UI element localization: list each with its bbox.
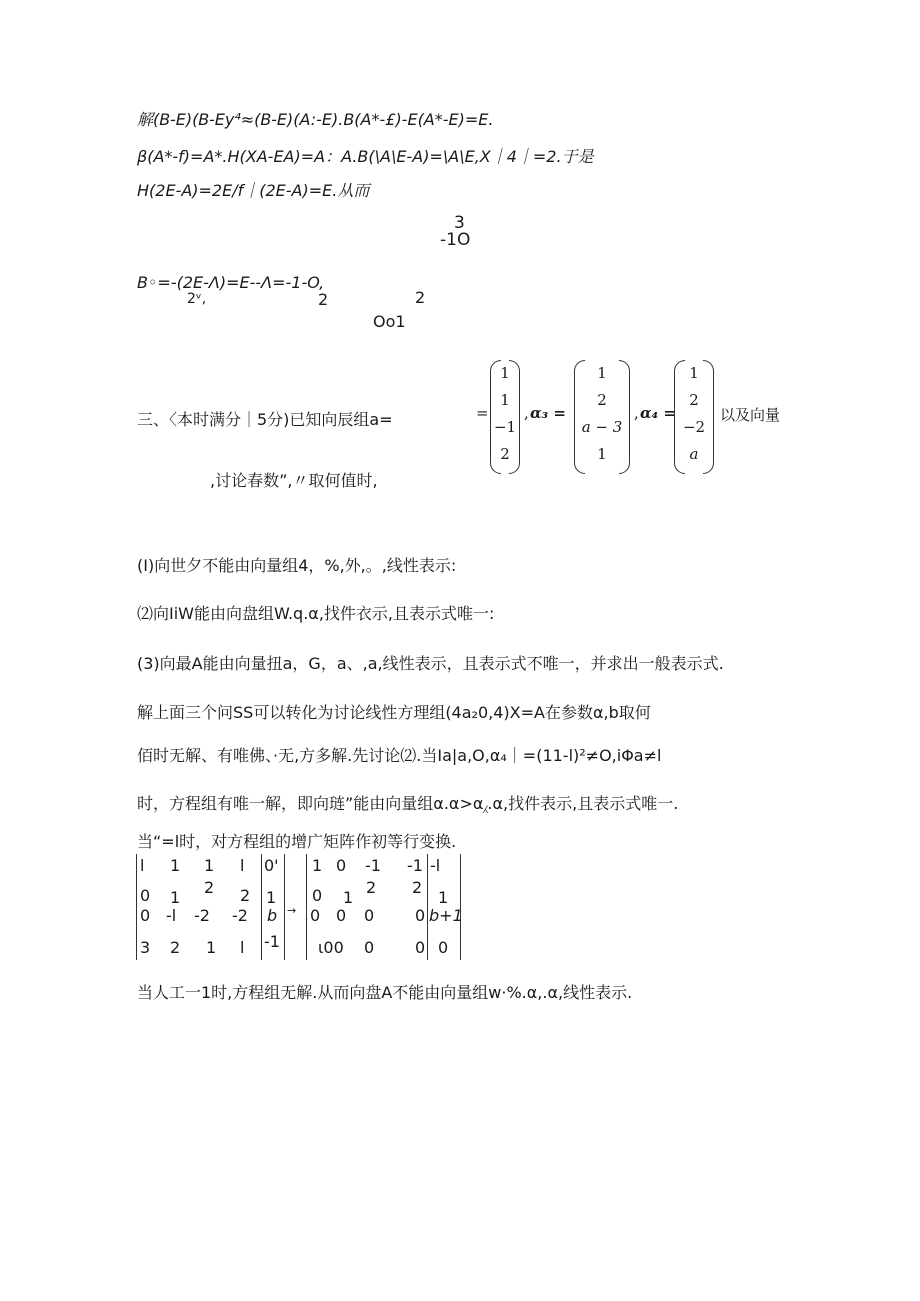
math-cell: -1 — [365, 856, 381, 875]
fraction-numerator: 3 — [454, 213, 465, 233]
math-cell: 1 — [500, 364, 510, 382]
math-cell: −1 — [493, 418, 517, 436]
solution-line-1: 解上面三个问SS可以转化为讨论线性方理组(4a₂0,4)X=A在参数α,b取何 — [137, 703, 651, 722]
math-cell: 1 — [438, 888, 449, 907]
math-cell: 2 — [597, 391, 607, 409]
derivation-line-2: β(A*-f)=A*.H(XA-EA)=A：A.B(\A\E-A)=\A\E,X｜4｜=2.于是 — [137, 147, 594, 166]
math-cell: 1 — [206, 938, 217, 957]
math-cell: 0' — [264, 856, 279, 875]
alpha-3-label: α₃ = — [530, 404, 566, 422]
derivation-line-5: B◦=-(2E-Λ)=E--Λ=-1-O, — [137, 273, 325, 292]
math-cell: 2 — [366, 878, 377, 897]
math-cell: 0 — [310, 906, 321, 925]
row-transform-arrow: → — [287, 904, 297, 917]
math-cell: 1 — [266, 888, 277, 907]
derivation-sub-b: 2 — [318, 290, 329, 309]
math-cell: -1 — [264, 932, 280, 951]
alpha-4-label: α₄ = — [640, 404, 676, 422]
vector-alpha-1 — [490, 360, 520, 472]
math-cell: 2 — [500, 445, 510, 463]
solution-line-5: 当人工一1时,方程组无解.从而向盘A不能由向量组w·%.α,.α,线性表示. — [137, 983, 633, 1002]
math-cell: 0 — [336, 856, 347, 875]
derivation-line-3: H(2E-A)=2E∕f｜(2E-A)=E.从而 — [137, 181, 370, 200]
math-cell: b — [267, 906, 278, 925]
math-cell: 0 — [438, 938, 449, 957]
vector-tail-text: 以及向量 — [720, 406, 781, 424]
math-cell: a − 3 — [581, 418, 623, 436]
math-cell: 2 — [689, 391, 699, 409]
math-cell: -l — [166, 906, 177, 925]
math-cell: l — [240, 938, 245, 957]
math-cell: 0 — [140, 886, 151, 905]
solution-line-2: 佰时无解、有唯佛、·无,方多解.先讨论⑵.当Ia|a,O,α₄｜=(11-l)²≠O,iΦa≠l — [137, 746, 662, 765]
solution-line-3: 时，方程组有唯一解，即向琏”能由向量组α.α>α⁁.α,找件表示,且表示式唯一. — [137, 794, 679, 813]
math-cell: 0 — [364, 938, 375, 957]
math-cell: 1 — [343, 888, 354, 907]
math-cell: 2 — [170, 938, 181, 957]
math-cell: 0 — [336, 906, 347, 925]
math-cell: , — [524, 404, 529, 422]
vector-alpha-4 — [674, 360, 714, 472]
math-cell: -2 — [194, 906, 210, 925]
math-cell: ι00 — [318, 938, 344, 957]
sub-question-2: ⑵向IiW能由向盘组W.q.α,找件衣示,且表示式唯一: — [137, 604, 495, 623]
math-cell: 1 — [689, 364, 699, 382]
math-cell: l — [240, 856, 245, 875]
math-cell: a — [689, 445, 699, 463]
math-cell: 3 — [140, 938, 151, 957]
math-cell: 2 — [204, 878, 215, 897]
math-cell: 0 — [415, 906, 426, 925]
math-cell: −2 — [682, 418, 706, 436]
math-cell: -2 — [232, 906, 248, 925]
math-cell: 1 — [597, 364, 607, 382]
question-3-param: ,讨论春数”,〃取何值时, — [210, 471, 378, 490]
math-cell: 2 — [240, 886, 251, 905]
vector-alpha-3 — [574, 360, 630, 472]
math-cell: -1 — [407, 856, 423, 875]
math-cell: l — [140, 856, 145, 875]
math-cell: , — [634, 404, 639, 422]
math-cell: = — [476, 404, 489, 422]
math-cell: 0 — [312, 886, 323, 905]
solution-line-4: 当“=l时，对方程组的增广矩阵作初等行变换. — [137, 832, 457, 851]
math-cell: 0 — [364, 906, 375, 925]
math-cell: 1 — [170, 856, 181, 875]
math-cell: 2 — [412, 878, 423, 897]
sub-question-3: (3)向最A能由向量扭a，G，a、,a,线性表示，且表示式不唯一，并求出一般表示式. — [137, 654, 724, 673]
derivation-line-6: Oo1 — [373, 312, 406, 331]
fraction-middle: -1O — [440, 230, 471, 250]
math-cell: 0 — [140, 906, 151, 925]
math-cell: -l — [430, 856, 441, 875]
math-cell: 1 — [500, 391, 510, 409]
vector-block — [470, 360, 790, 472]
math-cell: 1 — [204, 856, 215, 875]
augmented-matrix — [136, 852, 466, 962]
question-3-intro: 三、〈本时满分｜5分)已知向辰组a= — [137, 410, 393, 429]
math-cell: 1 — [170, 888, 181, 907]
derivation-line-1: 解(B-E)(B-Ey⁴≈(B-E)(A:-E).B(A*-£)-E(A*-E)=E. — [137, 110, 494, 129]
math-cell: 0 — [415, 938, 426, 957]
math-cell: 1 — [597, 445, 607, 463]
derivation-sub-a: 2ᵛ, — [187, 291, 207, 307]
derivation-sub-c: 2 — [415, 288, 426, 307]
math-cell: b+1 — [429, 906, 463, 925]
sub-question-1: (I)向世夕不能由向量组4，%,外,。,线性表示: — [137, 556, 457, 575]
math-cell: 1 — [312, 856, 323, 875]
